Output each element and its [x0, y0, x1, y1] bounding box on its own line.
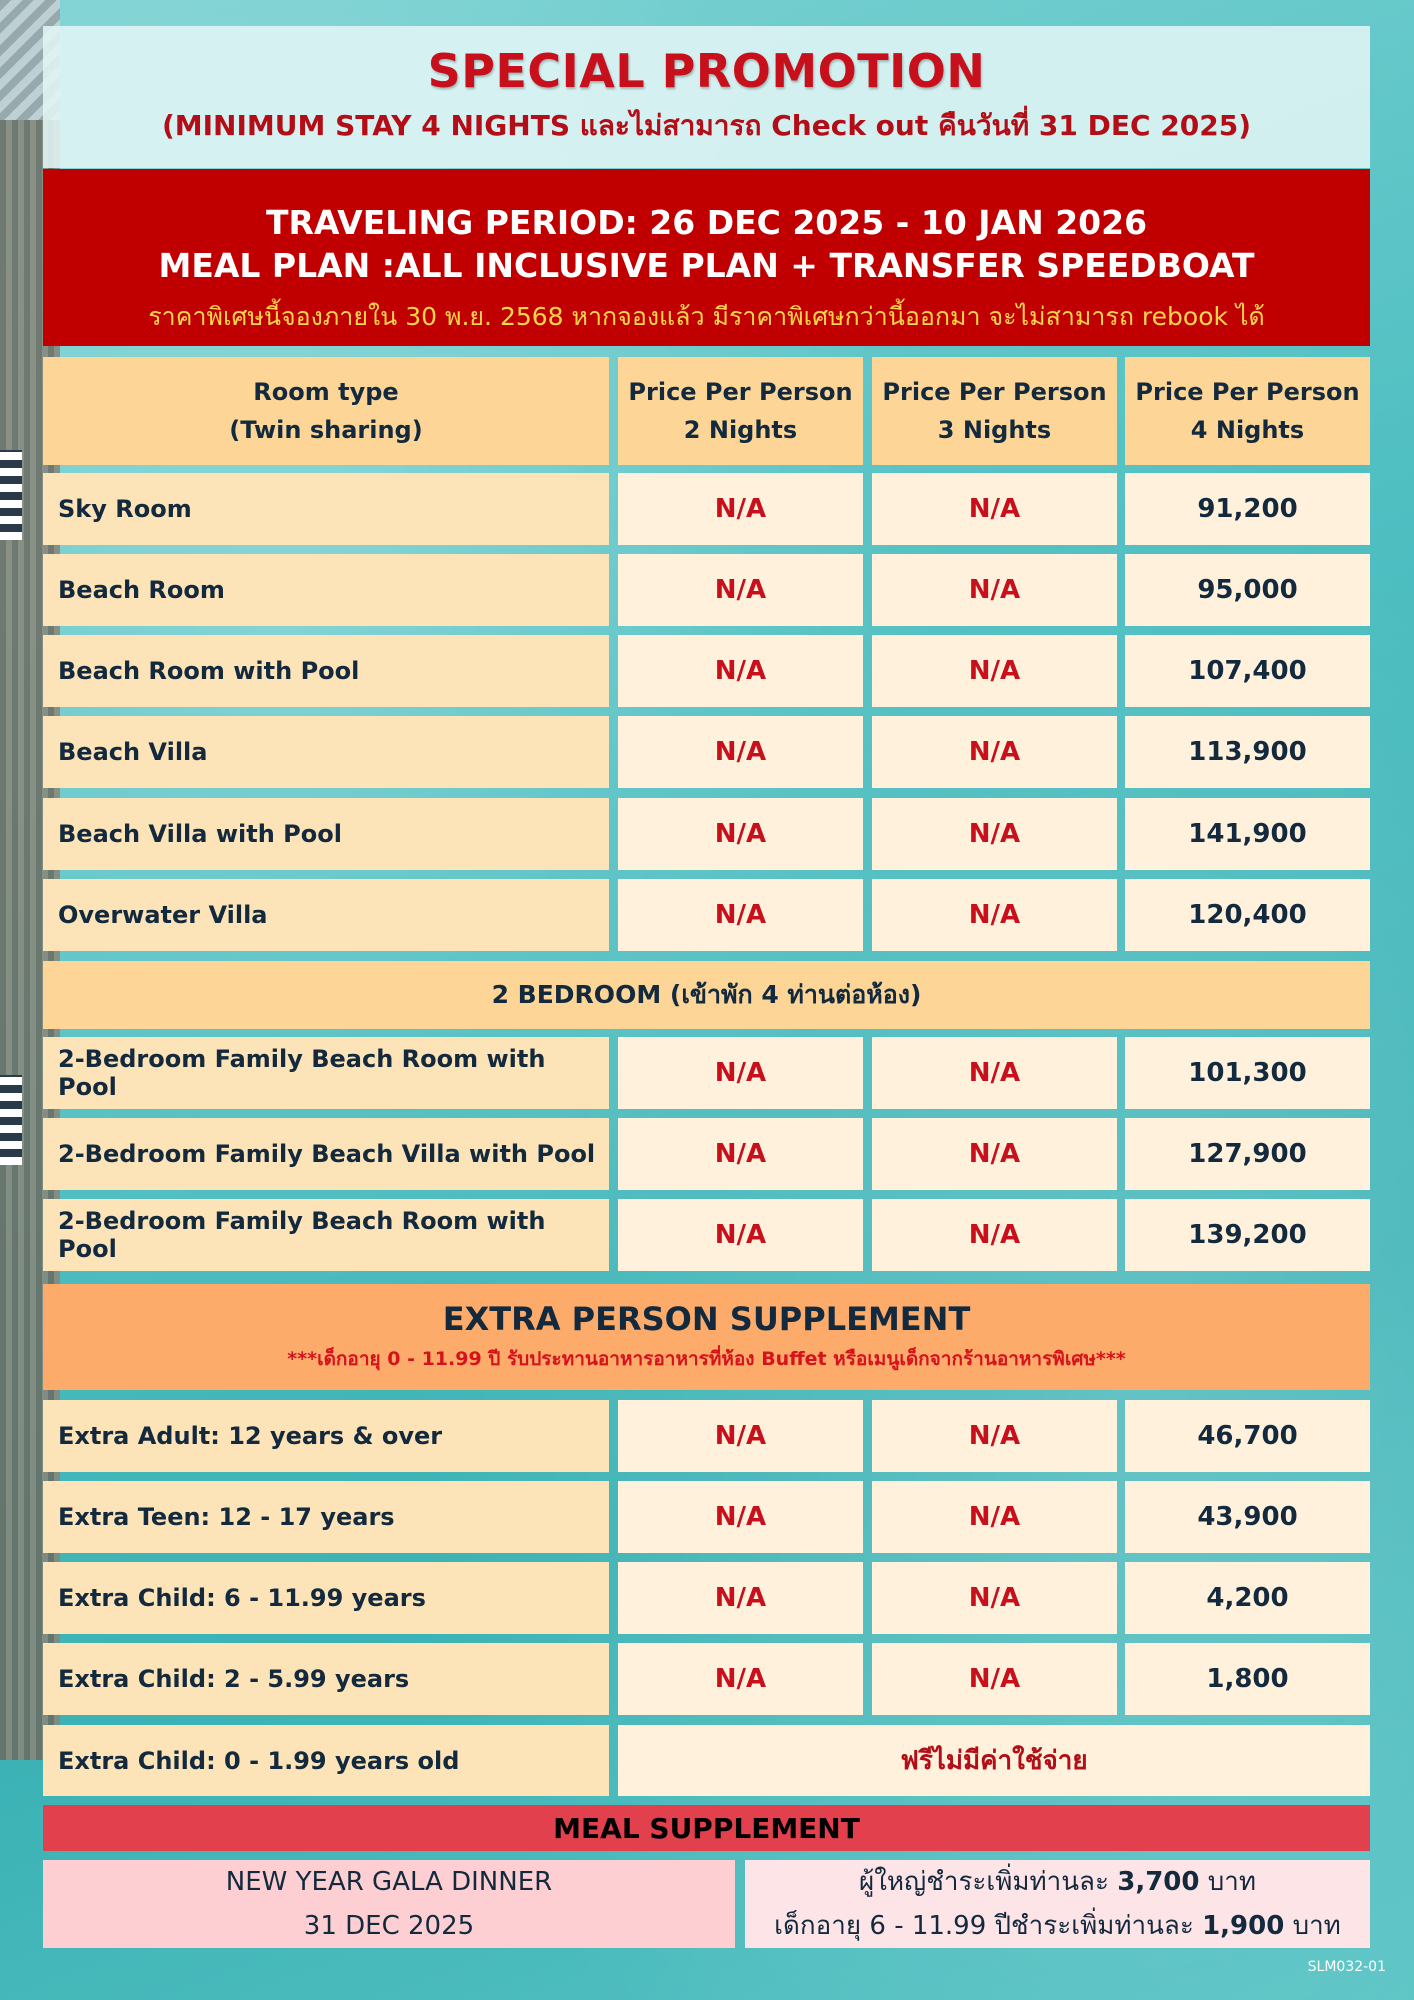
document-code: SLM032-01 — [1307, 1959, 1386, 1975]
rooms-n2-cell: N/A — [618, 473, 863, 545]
bedroom-rooms-n2-cell: N/A — [618, 1199, 863, 1271]
rooms-n3-cell: N/A — [872, 554, 1117, 626]
extras-n4-cell: 4,200 — [1125, 1562, 1370, 1634]
bedroom-rooms-n2-cell: N/A — [618, 1118, 863, 1190]
rooms-n3-cell: N/A — [872, 798, 1117, 870]
header-3-nights-line2: 3 Nights — [937, 416, 1052, 444]
extra-person-title: EXTRA PERSON SUPPLEMENT — [442, 1300, 971, 1338]
rooms-n4-cell: 141,900 — [1125, 798, 1370, 870]
minimum-stay-note: (MINIMUM STAY 4 NIGHTS และไม่สามารถ Check out คืนวันที่ 31 DEC 2025) — [161, 109, 1252, 142]
rooms-n2-cell: N/A — [618, 798, 863, 870]
header-room-type-line1: Room type — [253, 378, 399, 406]
gala-dinner-prices — [745, 1860, 1370, 1948]
traveling-period: TRAVELING PERIOD: 26 DEC 2025 - 10 JAN 2026 — [265, 203, 1148, 242]
rooms-n4-cell: 120,400 — [1125, 879, 1370, 951]
extra-person-band — [43, 1284, 1370, 1390]
adult-supplement-unit: บาท — [1199, 1867, 1256, 1897]
extras-n4-cell: 1,800 — [1125, 1643, 1370, 1715]
lounger-cushion — [0, 1075, 22, 1165]
header-4-nights-line1: Price Per Person — [1135, 378, 1360, 406]
bedroom-rooms-name-cell: 2-Bedroom Family Beach Room with Pool — [43, 1199, 609, 1271]
booking-condition: ราคาพิเศษนี้จองภายใน 30 พ.ย. 2568 หากจองแล้ว มีราคาพิเศษกว่านี้ออกมา จะไม่สามารถ rebook ได้ — [148, 302, 1265, 331]
header-2-nights-line2: 2 Nights — [683, 416, 798, 444]
bedroom-rooms-n2-cell: N/A — [618, 1037, 863, 1109]
child-supplement-amount: 1,900 — [1202, 1911, 1285, 1941]
adult-supplement — [859, 1860, 1256, 1904]
adult-supplement-amount: 3,700 — [1117, 1867, 1200, 1897]
extras-n3-cell: N/A — [872, 1481, 1117, 1553]
bedroom-rooms-n4-cell: 101,300 — [1125, 1037, 1370, 1109]
gala-dinner-cell — [43, 1860, 735, 1948]
extras-n2-cell: N/A — [618, 1400, 863, 1472]
extras-n2-cell: N/A — [618, 1481, 863, 1553]
rooms-n2-cell: N/A — [618, 716, 863, 788]
extras-n3-cell: N/A — [872, 1400, 1117, 1472]
child-supplement-label: เด็กอายุ 6 - 11.99 ปีชำระเพิ่มท่านละ — [774, 1911, 1203, 1941]
bedroom-rooms-n4-cell: 127,900 — [1125, 1118, 1370, 1190]
rooms-n2-cell: N/A — [618, 879, 863, 951]
extras-name-cell: Extra Teen: 12 - 17 years — [43, 1481, 609, 1553]
extras-n3-cell: N/A — [872, 1643, 1117, 1715]
promotion-header — [43, 26, 1370, 168]
two-bedroom-band: 2 BEDROOM (เข้าพัก 4 ท่านต่อห้อง) — [43, 961, 1370, 1029]
lounger-cushion — [0, 450, 22, 540]
extra-person-note: ***เด็กอายุ 0 - 11.99 ปี รับประทานอาหารอาหารที่ห้อง Buffet หรือเมนูเด็กจากร้านอาหารพิเศษ*** — [287, 1348, 1126, 1370]
bedroom-rooms-n4-cell: 139,200 — [1125, 1199, 1370, 1271]
adult-supplement-label: ผู้ใหญ่ชำระเพิ่มท่านละ — [858, 1867, 1118, 1897]
rooms-n4-cell: 107,400 — [1125, 635, 1370, 707]
gala-dinner-title: NEW YEAR GALA DINNER — [225, 1867, 553, 1897]
bedroom-rooms-n3-cell: N/A — [872, 1037, 1117, 1109]
extras-n4-cell: 46,700 — [1125, 1400, 1370, 1472]
rooms-n2-cell: N/A — [618, 635, 863, 707]
rooms-name-cell: Beach Room with Pool — [43, 635, 609, 707]
extras-n2-cell: N/A — [618, 1562, 863, 1634]
extras-name-cell: Extra Child: 2 - 5.99 years — [43, 1643, 609, 1715]
meal-plan: MEAL PLAN :ALL INCLUSIVE PLAN + TRANSFER SPEEDBOAT — [158, 246, 1255, 285]
bedroom-rooms-n3-cell: N/A — [872, 1118, 1117, 1190]
bedroom-rooms-name-cell: 2-Bedroom Family Beach Villa with Pool — [43, 1118, 609, 1190]
extras-name-cell: Extra Child: 6 - 11.99 years — [43, 1562, 609, 1634]
infant-row-name: Extra Child: 0 - 1.99 years old — [43, 1725, 609, 1796]
header-room-type — [43, 357, 609, 465]
header-3-nights — [872, 357, 1117, 465]
infant-row-free: ฟรีไม่มีค่าใช้จ่าย — [618, 1725, 1370, 1796]
header-3-nights-line1: Price Per Person — [882, 378, 1107, 406]
rooms-name-cell: Overwater Villa — [43, 879, 609, 951]
rooms-n3-cell: N/A — [872, 635, 1117, 707]
rooms-n3-cell: N/A — [872, 473, 1117, 545]
extras-n2-cell: N/A — [618, 1643, 863, 1715]
rooms-name-cell: Beach Villa with Pool — [43, 798, 609, 870]
rooms-n4-cell: 91,200 — [1125, 473, 1370, 545]
bedroom-rooms-n3-cell: N/A — [872, 1199, 1117, 1271]
header-room-type-line2: (Twin sharing) — [229, 416, 423, 444]
child-supplement — [774, 1904, 1341, 1948]
rooms-name-cell: Sky Room — [43, 473, 609, 545]
gala-dinner-date: 31 DEC 2025 — [303, 1911, 475, 1941]
meal-supplement-band: MEAL SUPPLEMENT — [43, 1805, 1370, 1851]
travel-period-banner — [43, 169, 1370, 346]
extras-n4-cell: 43,900 — [1125, 1481, 1370, 1553]
extras-n3-cell: N/A — [872, 1562, 1117, 1634]
header-2-nights-line1: Price Per Person — [628, 378, 853, 406]
rooms-n4-cell: 113,900 — [1125, 716, 1370, 788]
child-supplement-unit: บาท — [1284, 1911, 1341, 1941]
rooms-n3-cell: N/A — [872, 879, 1117, 951]
header-4-nights-line2: 4 Nights — [1190, 416, 1305, 444]
header-4-nights — [1125, 357, 1370, 465]
extras-name-cell: Extra Adult: 12 years & over — [43, 1400, 609, 1472]
rooms-name-cell: Beach Villa — [43, 716, 609, 788]
rooms-n3-cell: N/A — [872, 716, 1117, 788]
header-2-nights — [618, 357, 863, 465]
rooms-n2-cell: N/A — [618, 554, 863, 626]
bedroom-rooms-name-cell: 2-Bedroom Family Beach Room with Pool — [43, 1037, 609, 1109]
page-title: SPECIAL PROMOTION — [427, 44, 986, 98]
rooms-name-cell: Beach Room — [43, 554, 609, 626]
rooms-n4-cell: 95,000 — [1125, 554, 1370, 626]
